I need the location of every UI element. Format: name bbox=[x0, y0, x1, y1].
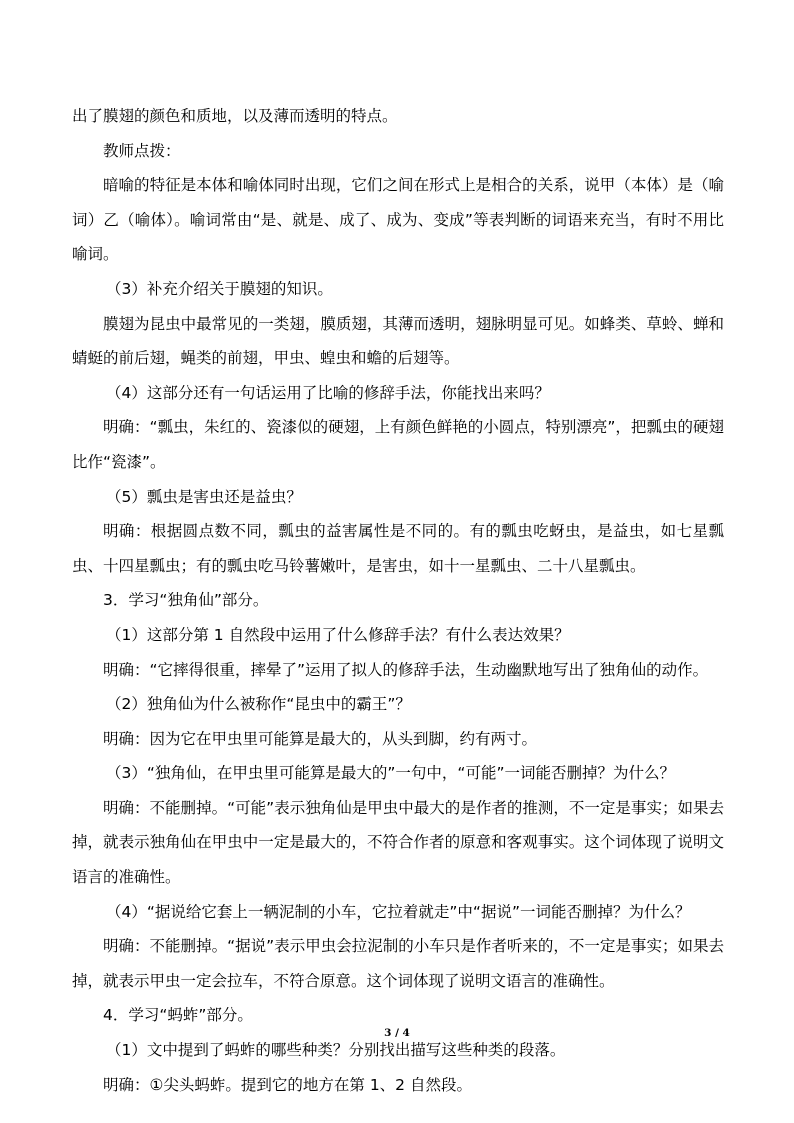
paragraph: 教师点拨： bbox=[103, 141, 181, 160]
paragraph: 明确：“它摔得很重，摔晕了”运用了拟人的修辞手法，生动幽默地写出了独角仙的动作。 bbox=[103, 660, 709, 679]
paragraph: 明确：①尖头蚂蚱。提到它的地方在第 1、2 自然段。 bbox=[103, 1075, 472, 1094]
paragraph: （4）这部分还有一句话运用了比喻的修辞手法，你能找出来吗？ bbox=[106, 383, 550, 402]
paragraph: （1）这部分第 1 自然段中运用了什么修辞手法？有什么表达效果？ bbox=[106, 625, 570, 644]
paragraph: 明确：不能删掉。“可能”表示独角仙是甲虫中最大的是作者的推测，不一定是事实；如果去掉，就表示独角仙在甲虫中一定是最大的，不符合作者的原意和客观事实。这个词体现了说明文语言的准确性。 bbox=[72, 798, 724, 887]
paragraph: （3）“独角仙，在甲虫里可能算是最大的”一句中，“可能”一词能否删掉？为什么？ bbox=[106, 764, 675, 783]
paragraph: 明确：因为它在甲虫里可能算是最大的，从头到脚，约有两寸。 bbox=[103, 729, 538, 748]
paragraph: （3）补充介绍关于膜翅的知识。 bbox=[106, 279, 333, 298]
page-number: 3 / 4 bbox=[384, 1027, 410, 1039]
paragraph: （2）独角仙为什么被称作“昆虫中的霸王”？ bbox=[106, 695, 411, 714]
section-heading: 4．学习“蚂蚱”部分。 bbox=[103, 1006, 253, 1025]
paragraph: 明确：不能删掉。“据说”表示甲虫会拉泥制的小车只是作者听来的，不一定是事实；如果去掉，就表示甲虫一定会拉车，不符合原意。这个词体现了说明文语言的准确性。 bbox=[72, 937, 724, 990]
paragraph: 明确：根据圆点数不同，瓢虫的益害属性是不同的。有的瓢虫吃蚜虫，是益虫，如七星瓢虫、十四星瓢虫；有的瓢虫吃马铃薯嫩叶，是害虫，如十一星瓢虫、二十八星瓢虫。 bbox=[72, 522, 724, 575]
paragraph: （1）文中提到了蚂蚱的哪些种类？分别找出描写这些种类的段落。 bbox=[106, 1041, 566, 1060]
paragraph: 出了膜翅的颜色和质地，以及薄而透明的特点。 bbox=[72, 107, 398, 125]
section-heading: 3．学习“独角仙”部分。 bbox=[103, 591, 269, 610]
paragraph: 暗喻的特征是本体和喻体同时出现，它们之间在形式上是相合的关系，说甲（本体）是（喻词）乙（喻体）。喻词常由“是、就是、成了、成为、变成”等表判断的词语来充当，有时不用比喻词。 bbox=[72, 176, 724, 264]
paragraph: （4）“据说给它套上一辆泥制的小车，它拉着就走”中“据说”一词能否删掉？为什么？ bbox=[106, 902, 691, 921]
paragraph: 膜翅为昆虫中最常见的一类翅，膜质翅，其薄而透明，翅脉明显可见。如蜂类、草蛉、蝉和蜻蜓的前后翅，蝇类的前翅，甲虫、蝗虫和蟾的后翅等。 bbox=[72, 314, 724, 368]
page-content bbox=[72, 99, 724, 1102]
paragraph: 明确：“瓢虫，朱红的、瓷漆似的硬翅，上有颜色鲜艳的小圆点，特别漂亮”，把瓢虫的硬翅比作“瓷漆”。 bbox=[72, 418, 724, 471]
paragraph: （5）瓢虫是害虫还是益虫？ bbox=[106, 487, 302, 506]
